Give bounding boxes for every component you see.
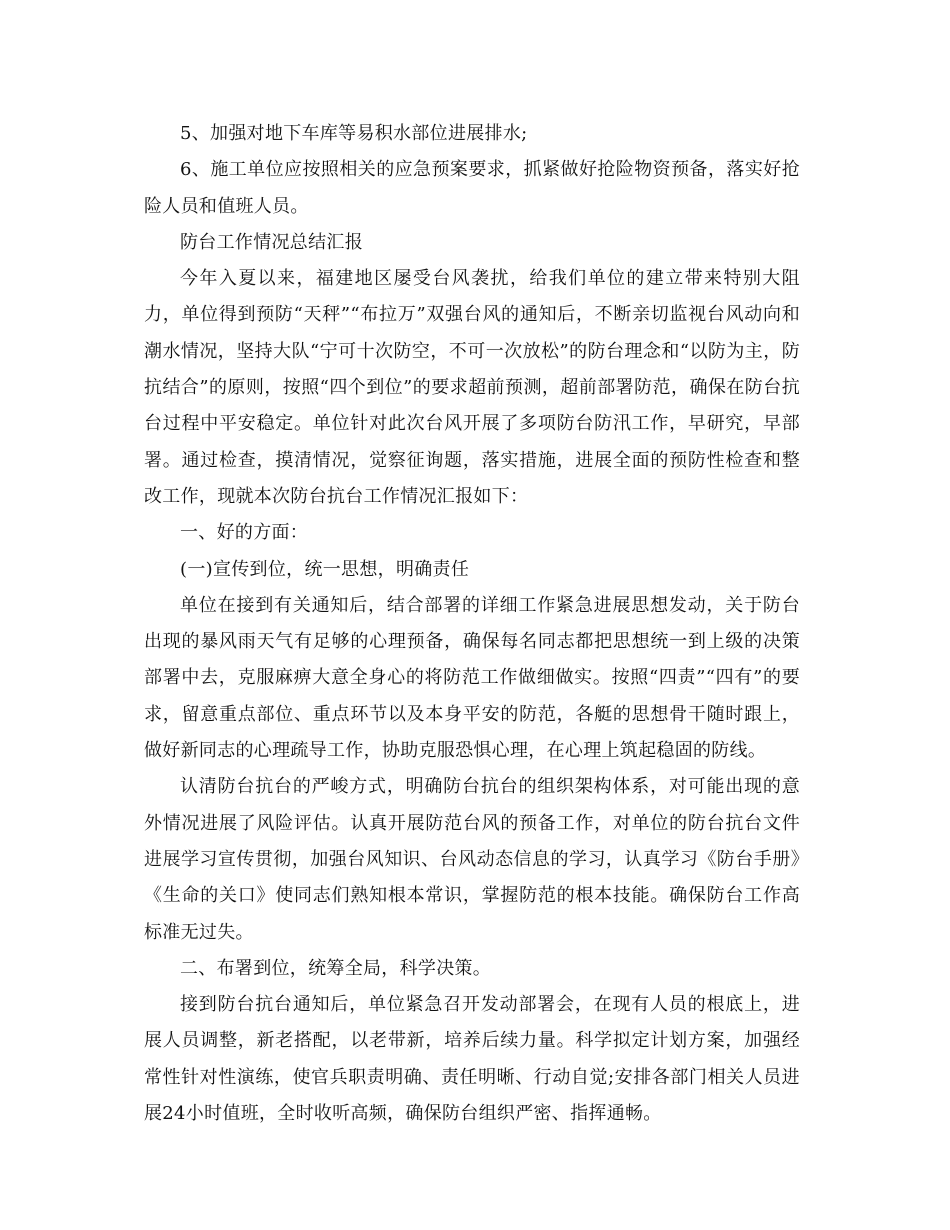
heading-deployment: 二、布署到位，统筹全局，科学决策。	[180, 957, 492, 979]
paragraph-publicity: 单位在接到有关通知后，结合部署的详细工作紧急进展思想发动，关于防台出现的暴风雨天气有足够的心理预备，确保每名同志都把思想统一到上级的决策部署中去，克服麻痹大意全身心的将防范工作做细做实。按照“四责”“四有”的要求，留意重点部位、重点环节以及本身平安的防范，各艇的思想骨干随时跟上，做好新同志的心理疏导工作，协助克服恐惧心理，在心理上筑起稳固的防线。	[144, 594, 800, 762]
paragraph-risk-assessment: 认清防台抗台的严峻方式，明确防台抗台的组织架构体系，对可能出现的意外情况进展了风险评估。认真开展防范台风的预备工作，对单位的防台抗台文件进展学习宣传贯彻，加强台风知识、台风动态信息的学习，认真学习《防台手册》《生命的关口》使同志们熟知根本常识，掌握防范的根本技能。确保防台工作高标准无过失。	[144, 776, 800, 943]
paragraph-item-6: 6、施工单位应按照相关的应急预案要求，抓紧做好抢险物资预备，落实好抢险人员和值班人员。	[144, 159, 800, 217]
intro-paragraph: 今年入夏以来，福建地区屡受台风袭扰，给我们单位的建立带来特别大阻力，单位得到预防“天秤”“布拉万”双强台风的通知后，不断亲切监视台风动向和潮水情况，坚持大队“宁可十次防空，不可一次放松”的防台理念和“以防为主，防抗结合”的原则，按照“四个到位”的要求超前预测，超前部署防范，确保在防台抗台过程中平安稳定。单位针对此次台风开展了多项防台防汛工作，早研究，早部署。通过检查，摸清情况，觉察征询题，落实措施，进展全面的预防性检查和整改工作，现就本次防台抗台工作情况汇报如下：	[144, 268, 800, 507]
heading-good-aspects: 一、好的方面：	[180, 522, 309, 544]
paragraph-deployment: 接到防台抗台通知后，单位紧急召开发动部署会，在现有人员的根底上，进展人员调整，新老搭配，以老带新，培养后续力量。科学拟定计划方案，加强经常性针对性演练，使官兵职责明确、责任明晰、行动自觉;安排各部门相关人员进展24小时值班，全时收听高频，确保防台组织严密、指挥通畅。	[144, 994, 800, 1125]
paragraph-item-5: 5、加强对地下车库等易积水部位进展排水;	[180, 123, 528, 144]
section-title: 防台工作情况总结汇报	[180, 231, 363, 253]
subheading-publicity: (一)宣传到位，统一思想，明确责任	[180, 558, 470, 580]
